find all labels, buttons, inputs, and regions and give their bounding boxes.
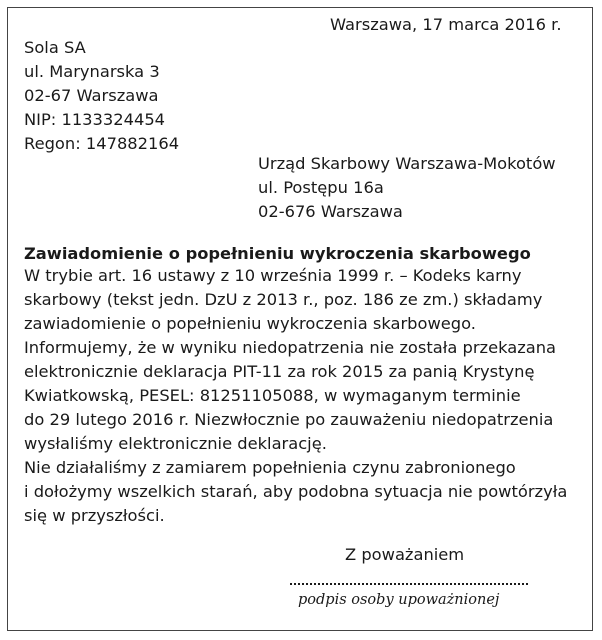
place-date: Warszawa, 17 marca 2016 r. bbox=[330, 15, 562, 34]
body-line: W trybie art. 16 ustawy z 10 września 1999 r. – Kodeks karny bbox=[24, 266, 522, 285]
body-line: skarbowy (tekst jedn. DzU z 2013 r., poz. 186 ze zm.) składamy bbox=[24, 290, 543, 309]
sender-regon: Regon: 147882164 bbox=[24, 134, 180, 153]
sender-street: ul. Marynarska 3 bbox=[24, 62, 160, 81]
body-line: Nie działaliśmy z zamiarem popełnienia czynu zabronionego bbox=[24, 458, 516, 477]
recipient-name: Urząd Skarbowy Warszawa-Mokotów bbox=[258, 154, 556, 173]
signature-caption: podpis osoby upoważnionej bbox=[298, 592, 500, 608]
signature-line bbox=[290, 583, 528, 585]
sender-name: Sola SA bbox=[24, 38, 86, 57]
body-line: Kwiatkowską, PESEL: 81251105088, w wymaganym terminie bbox=[24, 386, 521, 405]
sender-city: 02-67 Warszawa bbox=[24, 86, 159, 105]
sender-block bbox=[24, 36, 179, 156]
letter-subject: Zawiadomienie o popełnieniu wykroczenia skarbowego bbox=[24, 244, 531, 263]
body-line: zawiadomienie o popełnieniu wykroczenia skarbowego. bbox=[24, 314, 476, 333]
closing-phrase: Z poważaniem bbox=[345, 545, 465, 564]
letter-body bbox=[24, 264, 567, 528]
body-line: elektronicznie deklaracja PIT-11 za rok 2015 za panią Krystynę bbox=[24, 362, 535, 381]
recipient-street: ul. Postępu 16a bbox=[258, 178, 384, 197]
body-line: do 29 lutego 2016 r. Niezwłocznie po zauważeniu niedopatrzenia bbox=[24, 410, 554, 429]
body-line: Informujemy, że w wyniku niedopatrzenia nie została przekazana bbox=[24, 338, 557, 357]
body-line: się w przyszłości. bbox=[24, 506, 165, 525]
body-line: i dołożymy wszelkich starań, aby podobna sytuacja nie powtórzyła bbox=[24, 482, 568, 501]
sender-nip: NIP: 1133324454 bbox=[24, 110, 166, 129]
body-line: wysłaliśmy elektronicznie deklarację. bbox=[24, 434, 327, 453]
recipient-block bbox=[258, 152, 556, 224]
recipient-city: 02-676 Warszawa bbox=[258, 202, 403, 221]
